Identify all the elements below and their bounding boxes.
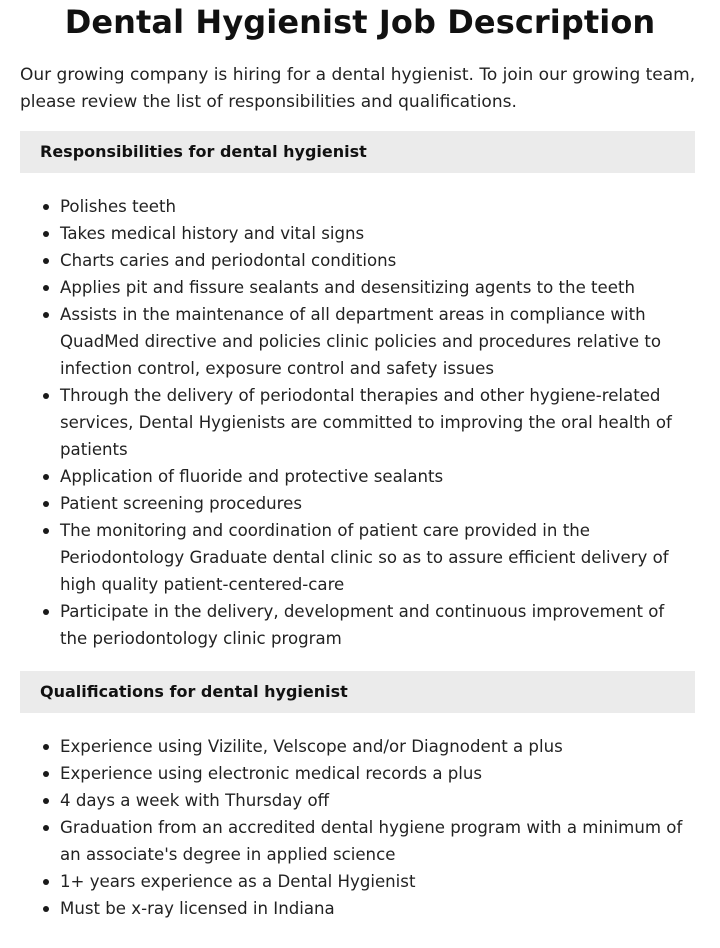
list-item: Experience using electronic medical records a plus — [60, 760, 690, 787]
list-item: Participate in the delivery, development and continuous improvement of the periodontology clinic program — [60, 598, 690, 652]
list-item: Assists in the maintenance of all department areas in compliance with QuadMed directive and policies clinic policies and procedures relative to infection control, exposure control and safety issues — [60, 301, 690, 382]
list-item: Experience using Vizilite, Velscope and/or Diagnodent a plus — [60, 733, 690, 760]
intro-paragraph: Our growing company is hiring for a dental hygienist. To join our growing team, please review the list of responsibilities and qualifications. — [20, 65, 696, 112]
list-item: Applies pit and fissure sealants and desensitizing agents to the teeth — [60, 274, 690, 301]
list-item: Polishes teeth — [60, 193, 690, 220]
list-item: Must be x-ray licensed in Indiana — [60, 895, 690, 922]
list-item: Through the delivery of periodontal therapies and other hygiene-related services, Dental Hygienists are committed to improving the oral health of patients — [60, 382, 690, 463]
responsibilities-heading: Responsibilities for dental hygienist — [20, 131, 695, 173]
list-item: Charts caries and periodontal conditions — [60, 247, 690, 274]
list-item: Takes medical history and vital signs — [60, 220, 690, 247]
list-item: 1+ years experience as a Dental Hygienist — [60, 868, 690, 895]
list-item: Graduation from an accredited dental hygiene program with a minimum of an associate's degree in applied science — [60, 814, 690, 868]
list-item: Application of fluoride and protective sealants — [60, 463, 690, 490]
list-item: The monitoring and coordination of patient care provided in the Periodontology Graduate dental clinic so as to assure efficient delivery of high quality patient-centered-care — [60, 517, 690, 598]
list-item: 4 days a week with Thursday off — [60, 787, 690, 814]
qualifications-list — [20, 733, 690, 922]
list-item: Patient screening procedures — [60, 490, 690, 517]
responsibilities-list — [20, 193, 690, 652]
qualifications-heading: Qualifications for dental hygienist — [20, 671, 695, 713]
page-title: Dental Hygienist Job Description — [64, 3, 656, 41]
